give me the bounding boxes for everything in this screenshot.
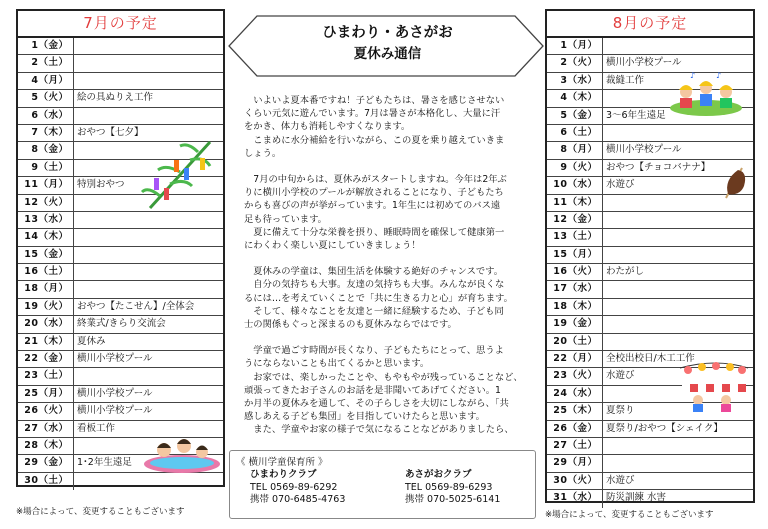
newsletter-body bbox=[244, 94, 534, 450]
weekday: （水） bbox=[38, 422, 69, 434]
day-number: 25 bbox=[553, 405, 568, 417]
date-cell bbox=[18, 386, 74, 402]
weekday: （火） bbox=[38, 405, 69, 417]
date-cell bbox=[18, 316, 74, 332]
weekday: （水） bbox=[567, 492, 598, 504]
event-cell: 横川小学校プール bbox=[77, 405, 153, 417]
date-cell bbox=[547, 351, 603, 367]
weekday: （土） bbox=[38, 57, 69, 69]
day-number: 5 bbox=[31, 92, 39, 104]
weekday: （火） bbox=[567, 266, 598, 278]
date-cell bbox=[18, 403, 74, 419]
event-cell bbox=[603, 38, 606, 54]
event-cell: 横川小学校プール bbox=[606, 57, 682, 69]
date-cell bbox=[547, 299, 603, 315]
day-number: 9 bbox=[31, 161, 39, 173]
event-cell bbox=[603, 229, 606, 245]
weekday: （火） bbox=[567, 57, 598, 69]
weekday: （金） bbox=[38, 457, 69, 469]
paragraph: いよいよ夏本番ですね！子どもたちは、暑さを感じさせない くらい元気に遊んでいます。7月は暑さが本格化し、大量に汗 をかき、体力も消耗しやすくなります。 こまめに水分補給を行いながら、この夏を乗り越えていきま しょう。 bbox=[244, 95, 505, 159]
weekday: （月） bbox=[567, 353, 598, 365]
date-cell bbox=[547, 264, 603, 280]
august-title: 8月の予定 bbox=[547, 11, 753, 38]
weekday: （水） bbox=[38, 109, 69, 121]
schedule-row bbox=[547, 264, 753, 281]
date-cell bbox=[547, 177, 603, 193]
event-cell bbox=[74, 212, 77, 228]
weekday: （月） bbox=[38, 74, 69, 86]
date-cell bbox=[547, 90, 603, 106]
schedule-row bbox=[547, 38, 753, 55]
weekday: （水） bbox=[567, 283, 598, 295]
weekday: （火） bbox=[38, 92, 69, 104]
date-cell bbox=[18, 299, 74, 315]
day-number: 19 bbox=[553, 318, 568, 330]
weekday: （金） bbox=[567, 422, 598, 434]
day-number: 17 bbox=[553, 283, 568, 295]
weekday: （水） bbox=[567, 179, 598, 191]
date-cell bbox=[18, 368, 74, 384]
date-cell bbox=[547, 421, 603, 437]
schedule-row bbox=[547, 281, 753, 298]
day-number: 4 bbox=[560, 92, 568, 104]
day-number: 11 bbox=[553, 196, 568, 208]
club-tel: TEL 0569-89-6293 bbox=[405, 481, 493, 493]
weekday: （土） bbox=[38, 266, 69, 278]
schedule-row bbox=[18, 299, 223, 316]
day-number: 22 bbox=[553, 353, 568, 365]
date-cell bbox=[18, 108, 74, 124]
weekday: （土） bbox=[567, 439, 598, 451]
event-cell: 夏祭り/おやつ【シェイク】 bbox=[606, 422, 723, 434]
schedule-row bbox=[547, 473, 753, 490]
date-cell bbox=[18, 195, 74, 211]
day-number: 31 bbox=[553, 492, 568, 504]
weekday: （水） bbox=[38, 213, 69, 225]
schedule-row bbox=[547, 421, 753, 438]
svg-text:♪: ♪ bbox=[690, 71, 696, 80]
event-cell: 1･2年生遠足 bbox=[77, 457, 132, 469]
july-rows bbox=[18, 38, 223, 490]
contact-box bbox=[229, 450, 536, 519]
date-cell bbox=[18, 73, 74, 89]
day-number: 8 bbox=[560, 144, 568, 156]
date-cell bbox=[547, 212, 603, 228]
date-cell bbox=[547, 195, 603, 211]
weekday: （木） bbox=[38, 439, 69, 451]
date-cell bbox=[18, 438, 74, 454]
event-cell bbox=[603, 90, 606, 106]
takoyaki-icon bbox=[720, 164, 750, 202]
date-cell bbox=[547, 281, 603, 297]
day-number: 30 bbox=[553, 474, 568, 486]
day-number: 12 bbox=[553, 213, 568, 225]
schedule-row bbox=[18, 368, 223, 385]
date-cell bbox=[547, 142, 603, 158]
schedule-row bbox=[547, 229, 753, 246]
event-cell bbox=[74, 160, 77, 176]
event-cell: 終業式/きらり交流会 bbox=[77, 318, 166, 330]
weekday: （月） bbox=[38, 387, 69, 399]
svg-text:♪: ♪ bbox=[716, 71, 722, 80]
weekday: （火） bbox=[38, 300, 69, 312]
pool-kids-icon bbox=[142, 432, 222, 474]
event-cell bbox=[603, 247, 606, 263]
day-number: 7 bbox=[31, 126, 39, 138]
schedule-row bbox=[547, 334, 753, 351]
date-cell bbox=[18, 455, 74, 471]
schedule-row bbox=[547, 212, 753, 229]
event-cell: 夏祭り bbox=[606, 405, 635, 417]
club-name: ひまわりクラブ bbox=[250, 469, 317, 480]
day-number: 5 bbox=[560, 109, 568, 121]
event-cell bbox=[603, 334, 606, 350]
event-cell bbox=[74, 108, 77, 124]
event-cell bbox=[74, 281, 77, 297]
date-cell bbox=[547, 386, 603, 402]
weekday: （木） bbox=[567, 196, 598, 208]
weekday: （月） bbox=[567, 457, 598, 469]
club-mobile: 携帯 070-5025-6141 bbox=[405, 494, 501, 505]
weekday: （月） bbox=[567, 248, 598, 260]
day-number: 13 bbox=[24, 213, 39, 225]
day-number: 18 bbox=[24, 283, 39, 295]
day-number: 23 bbox=[24, 370, 39, 382]
august-note: ※場合によって、変更することもございます bbox=[545, 510, 714, 520]
day-number: 13 bbox=[553, 231, 568, 243]
schedule-row bbox=[18, 351, 223, 368]
schedule-row bbox=[547, 142, 753, 159]
day-number: 8 bbox=[31, 144, 39, 156]
day-number: 15 bbox=[24, 248, 39, 260]
event-cell: 水遊び bbox=[606, 179, 635, 191]
schedule-row bbox=[18, 212, 223, 229]
schedule-row bbox=[18, 386, 223, 403]
weekday: （水） bbox=[38, 318, 69, 330]
july-schedule bbox=[16, 9, 225, 487]
day-number: 4 bbox=[31, 74, 39, 86]
date-cell bbox=[547, 247, 603, 263]
day-number: 2 bbox=[31, 57, 39, 69]
schedule-row bbox=[18, 90, 223, 107]
event-cell bbox=[603, 212, 606, 228]
club-tel: TEL 0569-89-6292 bbox=[250, 481, 338, 493]
weekday: （月） bbox=[567, 40, 598, 51]
day-number: 10 bbox=[553, 179, 568, 191]
weekday: （金） bbox=[38, 248, 69, 260]
day-number: 12 bbox=[24, 196, 39, 208]
day-number: 26 bbox=[24, 405, 39, 417]
weekday: （火） bbox=[567, 370, 598, 382]
date-cell bbox=[547, 438, 603, 454]
day-number: 20 bbox=[553, 335, 568, 347]
paragraph: 学童で過ごす時間が長くなり、子どもたちにとって、思うよ うにならないことも出てくるかと思います。 お家では、楽しかったことや、もやもやが残っていることなど、 頑張ってきたお子さんのお話を是非聞いてあげてください。1 か月半の夏休みを通して、その子らしさを大切にしながら、「共 感しあえる子ども集団」を目指していけたらと思います。 また、学童やお家の様子で気になることなどがありましたら、 bbox=[244, 345, 523, 436]
schedule-row bbox=[18, 316, 223, 333]
paragraph: 7月の中旬からは、夏休みがスタートしますね。今年は2年ぶ りに横川小学校のプールが解放されることになり、子どもたち からも喜びの声が挙がっています。1年生には初めてのバス遠 足も待っています。 夏に備えて十分な栄養を摂り、睡眠時間を確保して健康第一 にわくわく楽しい夏にしていきましょう！ bbox=[244, 174, 507, 252]
day-number: 19 bbox=[24, 300, 39, 312]
event-cell: 横川小学校プール bbox=[77, 353, 153, 365]
weekday: （土） bbox=[38, 474, 69, 486]
date-cell bbox=[18, 421, 74, 437]
event-cell: 横川小学校プール bbox=[606, 144, 682, 156]
day-number: 11 bbox=[24, 179, 39, 191]
date-cell bbox=[18, 90, 74, 106]
date-cell bbox=[547, 229, 603, 245]
schedule-row bbox=[18, 55, 223, 72]
date-cell bbox=[547, 455, 603, 471]
weekday: （木） bbox=[567, 405, 598, 417]
day-number: 22 bbox=[24, 353, 39, 365]
weekday: （木） bbox=[38, 126, 69, 138]
event-cell: 横川小学校プール bbox=[77, 387, 153, 399]
weekday: （月） bbox=[38, 179, 69, 191]
schedule-row bbox=[547, 438, 753, 455]
schedule-row bbox=[18, 229, 223, 246]
event-cell: おやつ【たこせん】/全体会 bbox=[77, 300, 195, 312]
schedule-row bbox=[547, 455, 753, 472]
event-cell: 裁縫工作 bbox=[606, 74, 645, 86]
weekday: （金） bbox=[38, 353, 69, 365]
weekday: （水） bbox=[567, 387, 598, 399]
event-cell: おやつ【チョコバナナ】 bbox=[606, 161, 711, 173]
weekday: （木） bbox=[38, 231, 69, 243]
picnic-kids-icon bbox=[668, 70, 744, 116]
july-title: 7月の予定 bbox=[18, 11, 223, 38]
schedule-row bbox=[18, 73, 223, 90]
tanabata-bamboo-icon bbox=[140, 138, 220, 210]
schedule-row bbox=[18, 281, 223, 298]
event-cell: 夏休み bbox=[77, 335, 106, 347]
day-number: 14 bbox=[24, 231, 39, 243]
date-cell bbox=[18, 125, 74, 141]
schedule-row bbox=[18, 108, 223, 125]
event-cell bbox=[74, 38, 77, 54]
date-cell bbox=[18, 212, 74, 228]
event-cell bbox=[74, 438, 77, 454]
date-cell bbox=[18, 229, 74, 245]
weekday: （木） bbox=[38, 335, 69, 347]
day-number: 26 bbox=[553, 422, 568, 434]
day-number: 6 bbox=[560, 126, 568, 138]
event-cell: 全校出校日/木工工作 bbox=[606, 353, 695, 365]
weekday: （火） bbox=[567, 161, 598, 173]
weekday: （月） bbox=[567, 144, 598, 156]
weekday: （木） bbox=[567, 300, 598, 312]
day-number: 15 bbox=[553, 248, 568, 260]
weekday: （金） bbox=[38, 144, 69, 156]
weekday: （土） bbox=[567, 126, 598, 138]
date-cell bbox=[18, 160, 74, 176]
weekday: （土） bbox=[38, 370, 69, 382]
date-cell bbox=[547, 55, 603, 71]
event-cell bbox=[603, 316, 606, 332]
weekday: （土） bbox=[567, 231, 598, 243]
weekday: （火） bbox=[38, 196, 69, 208]
date-cell bbox=[547, 490, 603, 507]
weekday: （水） bbox=[567, 74, 598, 86]
festival-stall-icon bbox=[676, 360, 752, 412]
weekday: （金） bbox=[567, 109, 598, 121]
day-number: 24 bbox=[553, 387, 568, 399]
event-cell: わたがし bbox=[606, 266, 645, 278]
schedule-row bbox=[18, 334, 223, 351]
date-cell bbox=[547, 403, 603, 419]
header-subtitle: 夏休み通信 bbox=[353, 46, 422, 62]
date-cell bbox=[547, 160, 603, 176]
day-number: 30 bbox=[24, 474, 39, 486]
day-number: 1 bbox=[31, 40, 39, 51]
event-cell bbox=[74, 368, 77, 384]
date-cell bbox=[18, 264, 74, 280]
paragraph: 夏休みの学童は、集団生活を体験する絶好のチャンスです。 自分の気持ちも大事。友達の気持ちも大事。みんなが良くな るには…を考えていくことで「共に生きる力と心」が育ちます。 そして、様々なことを友達と一緒に経験するため、子ども同 士の関係もぐっと深まるのも夏休みならではです。 bbox=[244, 266, 513, 331]
club-name: あさがおクラブ bbox=[405, 469, 472, 480]
day-number: 3 bbox=[560, 74, 568, 86]
weekday: （火） bbox=[567, 474, 598, 486]
asagao-contact bbox=[405, 469, 500, 507]
date-cell bbox=[547, 125, 603, 141]
date-cell bbox=[547, 108, 603, 124]
day-number: 29 bbox=[553, 457, 568, 469]
event-cell bbox=[74, 195, 77, 211]
day-number: 21 bbox=[24, 335, 39, 347]
event-cell bbox=[603, 281, 606, 297]
date-cell bbox=[18, 142, 74, 158]
event-cell: おやつ【七夕】 bbox=[77, 126, 144, 138]
schedule-row bbox=[18, 38, 223, 55]
event-cell bbox=[74, 247, 77, 263]
day-number: 29 bbox=[24, 457, 39, 469]
day-number: 16 bbox=[553, 266, 568, 278]
schedule-row bbox=[547, 125, 753, 142]
schedule-row bbox=[18, 473, 223, 490]
schedule-row bbox=[18, 403, 223, 420]
day-number: 2 bbox=[560, 57, 568, 69]
event-cell: 絵の具ぬりえ工作 bbox=[77, 92, 154, 104]
event-cell: 3～6年生遠足 bbox=[606, 109, 666, 121]
event-cell bbox=[74, 55, 77, 71]
weekday: （土） bbox=[567, 335, 598, 347]
weekday: （金） bbox=[567, 318, 598, 330]
july-note: ※場合によって、変更することもございます bbox=[16, 507, 185, 517]
event-cell: 特別おやつ bbox=[77, 179, 125, 191]
date-cell bbox=[547, 38, 603, 54]
weekday: （月） bbox=[38, 283, 69, 295]
event-cell bbox=[603, 299, 606, 315]
date-cell bbox=[547, 473, 603, 489]
date-cell bbox=[18, 247, 74, 263]
weekday: （土） bbox=[38, 161, 69, 173]
himawari-contact bbox=[250, 469, 345, 507]
date-cell bbox=[18, 334, 74, 350]
weekday: （金） bbox=[567, 213, 598, 225]
date-cell bbox=[547, 368, 603, 384]
date-cell bbox=[18, 38, 74, 54]
event-cell: 看板工作 bbox=[77, 422, 116, 434]
date-cell bbox=[18, 473, 74, 490]
schedule-row bbox=[547, 247, 753, 264]
schedule-row bbox=[547, 490, 753, 507]
day-number: 6 bbox=[31, 109, 39, 121]
day-number: 23 bbox=[553, 370, 568, 382]
date-cell bbox=[18, 351, 74, 367]
event-cell bbox=[603, 438, 606, 454]
org-name: 《 横川学童保育所 》 bbox=[236, 457, 328, 468]
header-title: ひまわり・あさがお bbox=[322, 25, 453, 41]
date-cell bbox=[547, 334, 603, 350]
event-cell bbox=[74, 229, 77, 245]
date-cell bbox=[547, 316, 603, 332]
event-cell bbox=[74, 142, 77, 158]
event-cell bbox=[603, 195, 606, 211]
event-cell bbox=[74, 264, 77, 280]
day-number: 1 bbox=[560, 40, 568, 51]
date-cell bbox=[18, 55, 74, 71]
date-cell bbox=[18, 177, 74, 193]
schedule-row bbox=[547, 299, 753, 316]
event-cell: 防災訓練 水害 bbox=[606, 492, 667, 504]
schedule-row bbox=[18, 247, 223, 264]
day-number: 18 bbox=[553, 300, 568, 312]
schedule-row bbox=[18, 264, 223, 281]
event-cell: 水遊び bbox=[606, 370, 635, 382]
day-number: 27 bbox=[24, 422, 39, 434]
day-number: 25 bbox=[24, 387, 39, 399]
weekday: （木） bbox=[567, 92, 598, 104]
day-number: 20 bbox=[24, 318, 39, 330]
schedule-row bbox=[547, 316, 753, 333]
day-number: 9 bbox=[560, 161, 568, 173]
event-cell bbox=[74, 73, 77, 89]
day-number: 28 bbox=[24, 439, 39, 451]
date-cell bbox=[547, 73, 603, 89]
club-mobile: 携帯 070-6485-4763 bbox=[250, 494, 346, 505]
event-cell bbox=[74, 473, 77, 490]
date-cell bbox=[18, 281, 74, 297]
day-number: 16 bbox=[24, 266, 39, 278]
event-cell bbox=[603, 125, 606, 141]
event-cell: 水遊び bbox=[606, 474, 635, 486]
weekday: （金） bbox=[38, 40, 69, 51]
event-cell bbox=[603, 386, 606, 402]
day-number: 27 bbox=[553, 439, 568, 451]
event-cell bbox=[603, 455, 606, 471]
